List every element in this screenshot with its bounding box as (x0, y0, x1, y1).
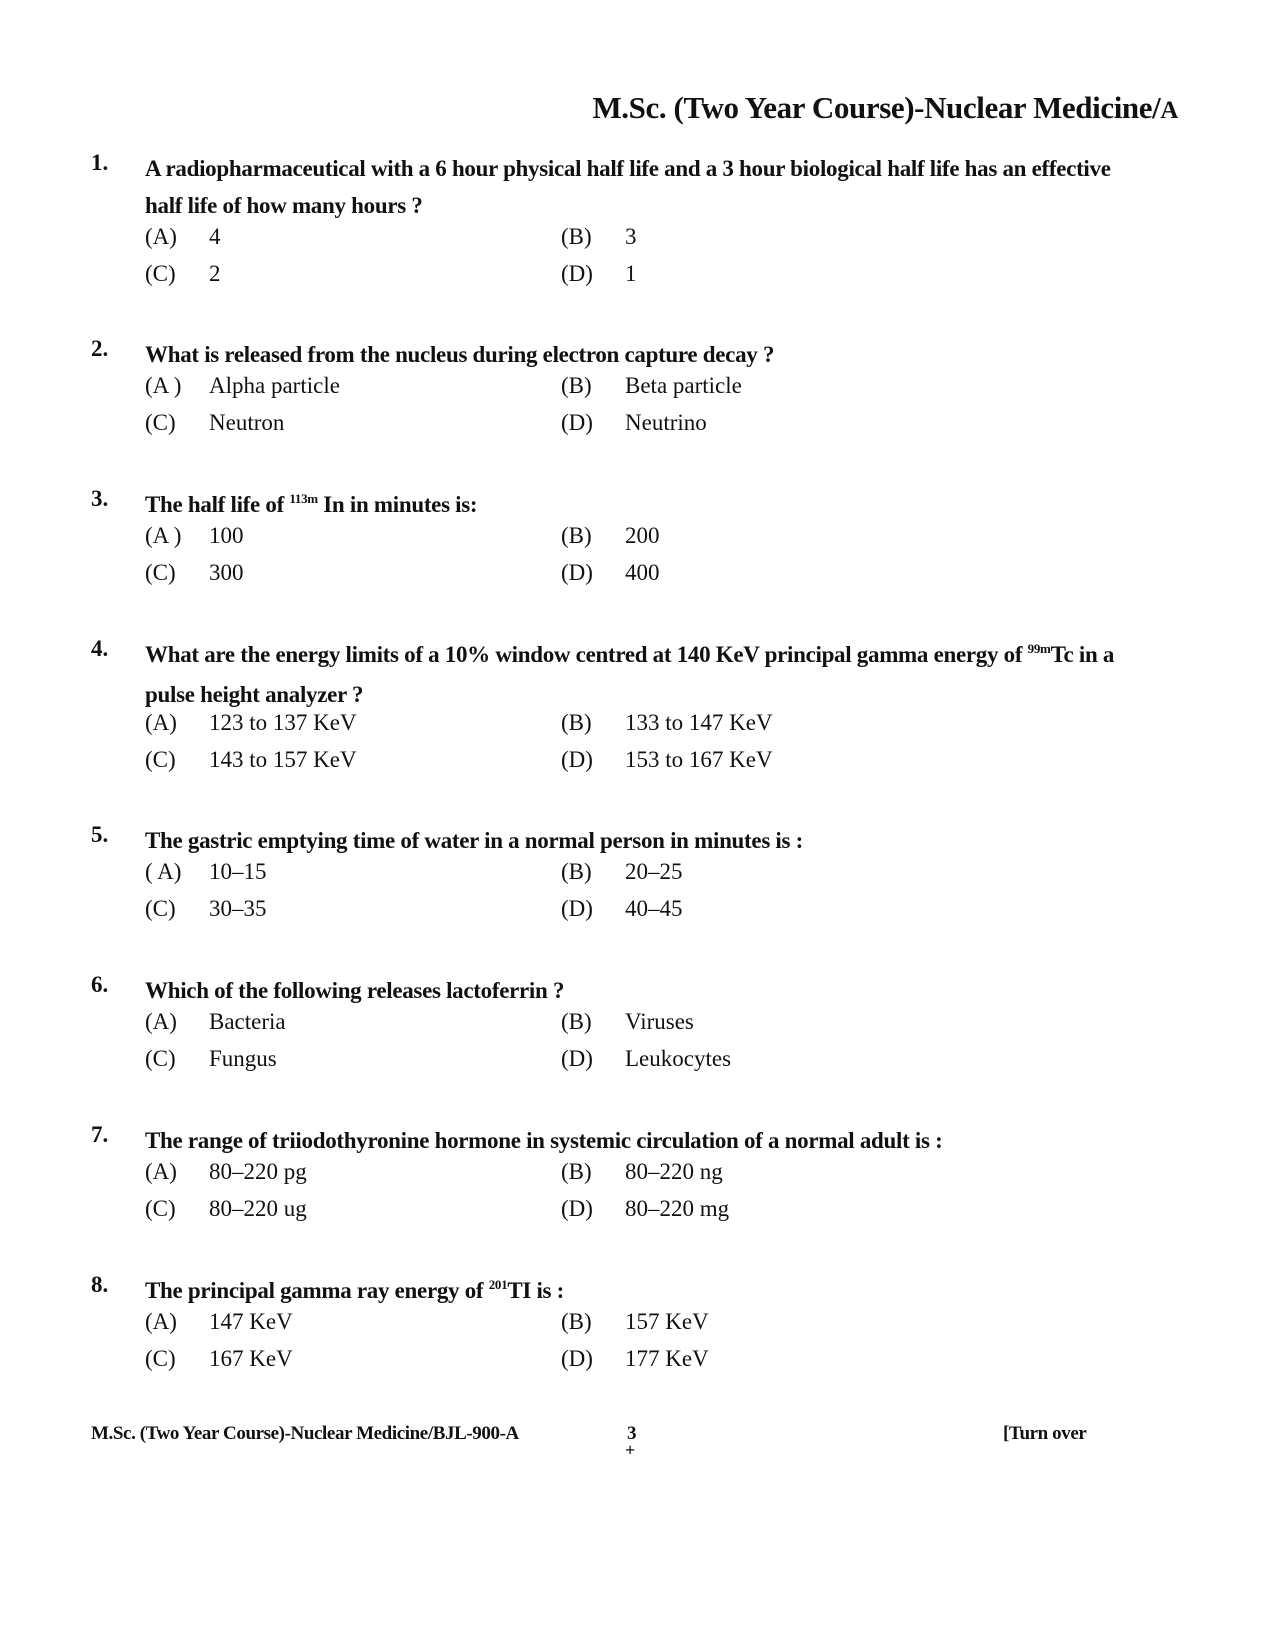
option-letter: (C) (145, 261, 176, 286)
option-text: 133 to 147 KeV (625, 710, 773, 735)
turn-over-note: [Turn over (1003, 1423, 1087, 1444)
question-text-part: In in minutes is: (317, 492, 478, 517)
option-letter: (D) (561, 560, 593, 585)
page-header-title (592, 90, 1178, 126)
question-text-part: TI is : (507, 1278, 565, 1303)
option-text: 20–25 (625, 859, 683, 884)
question-number: 8. (91, 1272, 109, 1297)
option-letter: (D) (561, 261, 593, 286)
option-letter: (C) (145, 747, 176, 772)
question-number: 2. (91, 336, 109, 361)
question-number: 7. (91, 1122, 109, 1147)
question-text-part: A radiopharmaceutical with a 6 hour physical half life and a 3 hour biological half life has an effective half life of how many hours ? (145, 156, 1111, 218)
question-number: 4. (91, 636, 109, 661)
option-text: Neutron (209, 410, 285, 435)
option-letter: (A) (145, 224, 177, 249)
option-letter: (D) (561, 1046, 593, 1071)
option-letter: ( A) (145, 859, 182, 884)
option-letter: (D) (561, 1196, 593, 1221)
option-letter: (A ) (145, 373, 182, 398)
question-text-part: Which of the following releases lactoferrin ? (145, 978, 565, 1003)
option-letter: (A) (145, 1009, 177, 1034)
question-number: 5. (91, 822, 109, 847)
question-text-part: What are the energy limits of a 10% window centred at 140 KeV principal gamma energy of (145, 642, 1028, 667)
question-text (145, 150, 1125, 224)
option-letter: (A ) (145, 523, 182, 548)
option-text: Beta particle (625, 373, 742, 398)
question-text (145, 1122, 1125, 1159)
footer-course-code: M.Sc. (Two Year Course)-Nuclear Medicine/BJL-900-A (91, 1423, 519, 1444)
question-text-part: Tc in a pulse height analyzer ? (145, 642, 1115, 707)
option-text: 80–220 pg (209, 1159, 307, 1184)
option-text: Alpha particle (209, 373, 340, 398)
option-text: Fungus (209, 1046, 277, 1071)
option-text: Bacteria (209, 1009, 286, 1034)
option-letter: (D) (561, 410, 593, 435)
question-text-part: The principal gamma ray energy of (145, 1278, 489, 1303)
isotope-superscript: 201 (488, 1277, 508, 1292)
option-letter: (C) (145, 410, 176, 435)
option-letter: (D) (561, 1346, 593, 1371)
option-text: Viruses (625, 1009, 694, 1034)
question-text-part: What is released from the nucleus during electron capture decay ? (145, 342, 775, 367)
option-text: 4 (209, 224, 221, 249)
page-number: 3 (627, 1423, 637, 1444)
option-text: 147 KeV (209, 1309, 293, 1334)
registration-mark: + (625, 1440, 636, 1460)
question-text (145, 636, 1125, 713)
option-text: 3 (625, 224, 637, 249)
option-text: 300 (209, 560, 244, 585)
option-text: 400 (625, 560, 660, 585)
option-text: 100 (209, 523, 244, 548)
option-letter: (B) (561, 710, 592, 735)
option-letter: (B) (561, 859, 592, 884)
option-text: 177 KeV (625, 1346, 709, 1371)
option-text: 2 (209, 261, 221, 286)
header-title-suffix: A (1160, 97, 1178, 124)
option-letter: (B) (561, 1009, 592, 1034)
isotope-superscript: 113m (289, 491, 318, 506)
question-text (145, 1272, 1125, 1312)
option-text: 1 (625, 261, 637, 286)
isotope-superscript: 99m (1027, 641, 1051, 656)
option-letter: (C) (145, 1196, 176, 1221)
option-letter: (C) (145, 896, 176, 921)
option-text: 123 to 137 KeV (209, 710, 357, 735)
option-text: 80–220 mg (625, 1196, 730, 1221)
option-text: 10–15 (209, 859, 267, 884)
option-text: 143 to 157 KeV (209, 747, 357, 772)
option-text: 40–45 (625, 896, 683, 921)
option-letter: (B) (561, 373, 592, 398)
question-number: 1. (91, 150, 109, 175)
question-number: 6. (91, 972, 109, 997)
option-letter: (B) (561, 1309, 592, 1334)
option-text: 157 KeV (625, 1309, 709, 1334)
option-letter: (A) (145, 1309, 177, 1334)
option-text: 167 KeV (209, 1346, 293, 1371)
option-text: Neutrino (625, 410, 707, 435)
option-letter: (C) (145, 1346, 176, 1371)
option-letter: (D) (561, 747, 593, 772)
question-text (145, 972, 1125, 1009)
question-text-part: The gastric emptying time of water in a normal person in minutes is : (145, 828, 803, 853)
question-number: 3. (91, 486, 109, 511)
option-letter: (C) (145, 560, 176, 585)
option-text: 200 (625, 523, 660, 548)
option-letter: (B) (561, 1159, 592, 1184)
question-text (145, 336, 1125, 373)
option-text: Leukocytes (625, 1046, 732, 1071)
option-letter: (B) (561, 523, 592, 548)
question-text-part: The half life of (145, 492, 290, 517)
option-letter: (C) (145, 1046, 176, 1071)
question-text-part: The range of triiodothyronine hormone in systemic circulation of a normal adult is : (145, 1128, 943, 1153)
option-text: 153 to 167 KeV (625, 747, 773, 772)
option-letter: (D) (561, 896, 593, 921)
header-title-text: M.Sc. (Two Year Course)-Nuclear Medicine/ (592, 90, 1161, 125)
option-text: 30–35 (209, 896, 267, 921)
option-text: 80–220 ng (625, 1159, 723, 1184)
option-letter: (A) (145, 710, 177, 735)
question-text (145, 486, 1125, 526)
option-letter: (A) (145, 1159, 177, 1184)
question-text (145, 822, 1125, 859)
option-text: 80–220 ug (209, 1196, 307, 1221)
option-letter: (B) (561, 224, 592, 249)
